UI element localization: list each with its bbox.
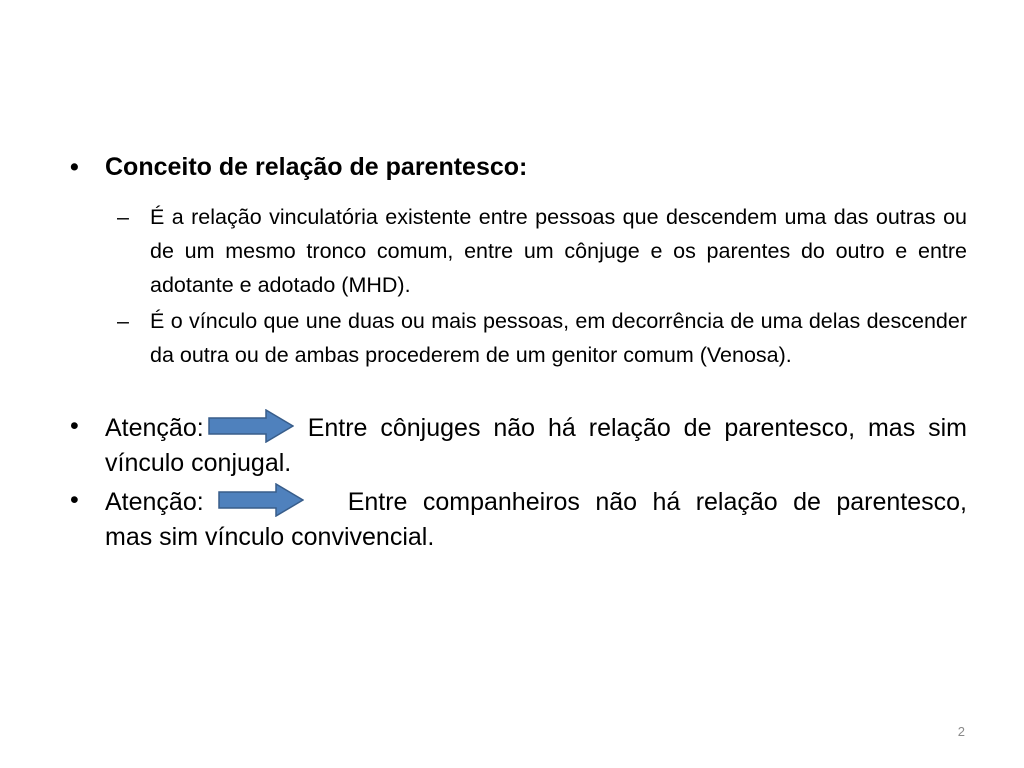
definition-text: É o vínculo que une duas ou mais pessoas, em decorrência de uma delas descender da outra ou de ambas procederem de um genitor comum (Venosa).: [150, 309, 967, 367]
attention-label: Atenção:: [105, 488, 204, 516]
bullet-icon: •: [70, 486, 79, 514]
bullet-icon: •: [70, 153, 79, 181]
dash-icon: –: [117, 309, 129, 333]
heading-text: Conceito de relação de parentesco:: [105, 153, 528, 181]
page-number: 2: [957, 724, 965, 739]
definition-item: [62, 304, 967, 372]
attention-item: [62, 409, 967, 481]
slide-content: [62, 150, 967, 555]
attention-label: Atenção:: [105, 414, 204, 442]
heading-bullet: [62, 150, 967, 184]
dash-icon: –: [117, 205, 129, 229]
arrow-right-icon: [208, 409, 294, 443]
definition-item: [62, 200, 967, 302]
bullet-icon: •: [70, 412, 79, 440]
attention-text: Entre cônjuges não há relação de parentesco, mas sim vínculo conjugal.: [105, 414, 967, 477]
attention-text: Entre companheiros não há relação de parentesco, mas sim vínculo convivencial.: [105, 488, 967, 551]
definition-text: É a relação vinculatória existente entre pessoas que descendem uma das outras ou de um mesmo tronco comum, entre um cônjuge e os parentes do outro e entre adotante e adotado (MHD).: [150, 205, 967, 297]
arrow-right-icon: [218, 483, 304, 517]
attention-item: [62, 483, 967, 555]
